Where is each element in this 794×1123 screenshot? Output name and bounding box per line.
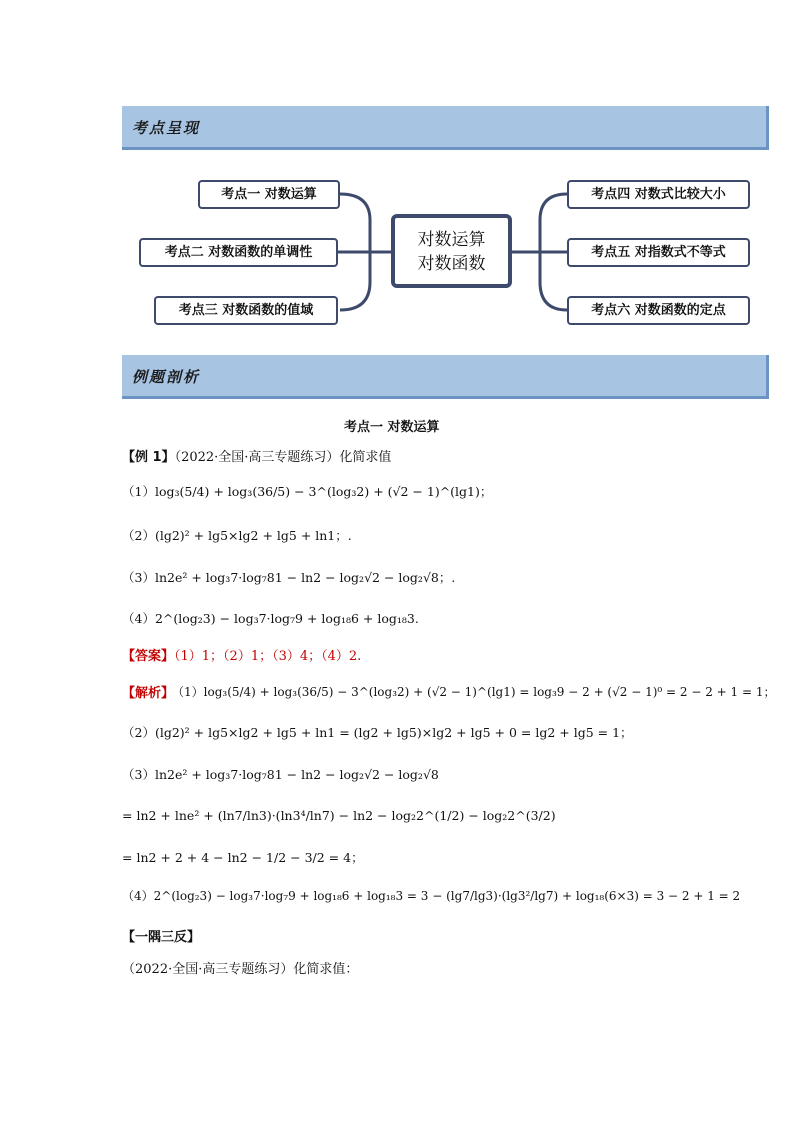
example-header	[122, 446, 391, 465]
section-banner-examples	[122, 355, 769, 399]
analysis-tag: 【解析】	[122, 686, 175, 701]
followup-source: （2022·全国·高三专题练习）化简求值：	[122, 962, 359, 977]
analysis-line-2: （2）(lg2)² + lg5×lg2 + lg5 + ln1 = (lg2 + lg5)×lg2 + lg5 + 0 = lg2 + lg5 = 1；	[122, 725, 633, 740]
center-line-2: 对数函数	[417, 254, 486, 274]
mindmap-node-5: 考点五 对指数式不等式	[567, 238, 750, 267]
analysis-line-3: （3）ln2e² + log₃7·log₇81 − ln2 − log₂√2 − log₂√8	[122, 767, 439, 782]
analysis-line-4: = ln2 + lne² + (ln7/ln3)·(ln3⁴/ln7) − ln2 − log₂2^(1/2) − log₂2^(3/2)	[122, 808, 556, 823]
mindmap-node-3: 考点三 对数函数的值域	[154, 296, 338, 325]
example-item-1: （1）log₃(5/4) + log₃(36/5) − 3^(log₃2) + (√2 − 1)^(lg1)；	[122, 484, 493, 499]
mindmap-node-6: 考点六 对数函数的定点	[567, 296, 750, 325]
answer-line	[122, 645, 361, 664]
mindmap-node-4: 考点四 对数式比较大小	[567, 180, 750, 209]
center-line-1: 对数运算	[417, 230, 486, 250]
example-item-2: （2）(lg2)² + lg5×lg2 + lg5 + ln1；.	[122, 528, 352, 543]
answer-tag: 【答案】	[122, 649, 175, 664]
analysis-line-6: （4）2^(log₂3) − log₃7·log₇9 + log₁₈6 + log₁₈3 = 3 − (lg7/lg3)·(lg3²/lg7) + log₁₈(6×3) = 3 − 2 + 1 = 2	[122, 889, 741, 903]
mindmap-node-1: 考点一 对数运算	[198, 180, 340, 209]
example-item-3: （3）ln2e² + log₃7·log₇81 − ln2 − log₂√2 − log₂√8；.	[122, 570, 456, 585]
example-source: （2022·全国·高三专题练习）化简求值	[174, 450, 392, 465]
example-item-4: （4）2^(log₂3) − log₃7·log₇9 + log₁₈6 + log₁₈3.	[122, 611, 419, 626]
analysis-tag-line	[122, 682, 174, 701]
banner-title: 例题剖析	[132, 368, 201, 386]
answer-text: （1）1；（2）1；（3）4；（4）2.	[174, 649, 362, 664]
banner-title: 考点呈现	[132, 119, 201, 137]
analysis-line-5: = ln2 + 2 + 4 − ln2 − 1/2 − 3/2 = 4；	[122, 850, 364, 865]
section-title: 考点一 对数运算	[344, 420, 440, 435]
mindmap-node-2: 考点二 对数函数的单调性	[139, 238, 338, 267]
followup-tag: 【一隅三反】	[122, 930, 201, 945]
mindmap-center-topic	[391, 214, 512, 288]
example-tag: 【例 1】	[122, 450, 175, 465]
analysis-line-1: （1）log₃(5/4) + log₃(36/5) − 3^(log₃2) + (√2 − 1)^(lg1) = log₃9 − 2 + (√2 − 1)⁰ = 2 − 2 + 1 = 1；	[172, 685, 776, 699]
